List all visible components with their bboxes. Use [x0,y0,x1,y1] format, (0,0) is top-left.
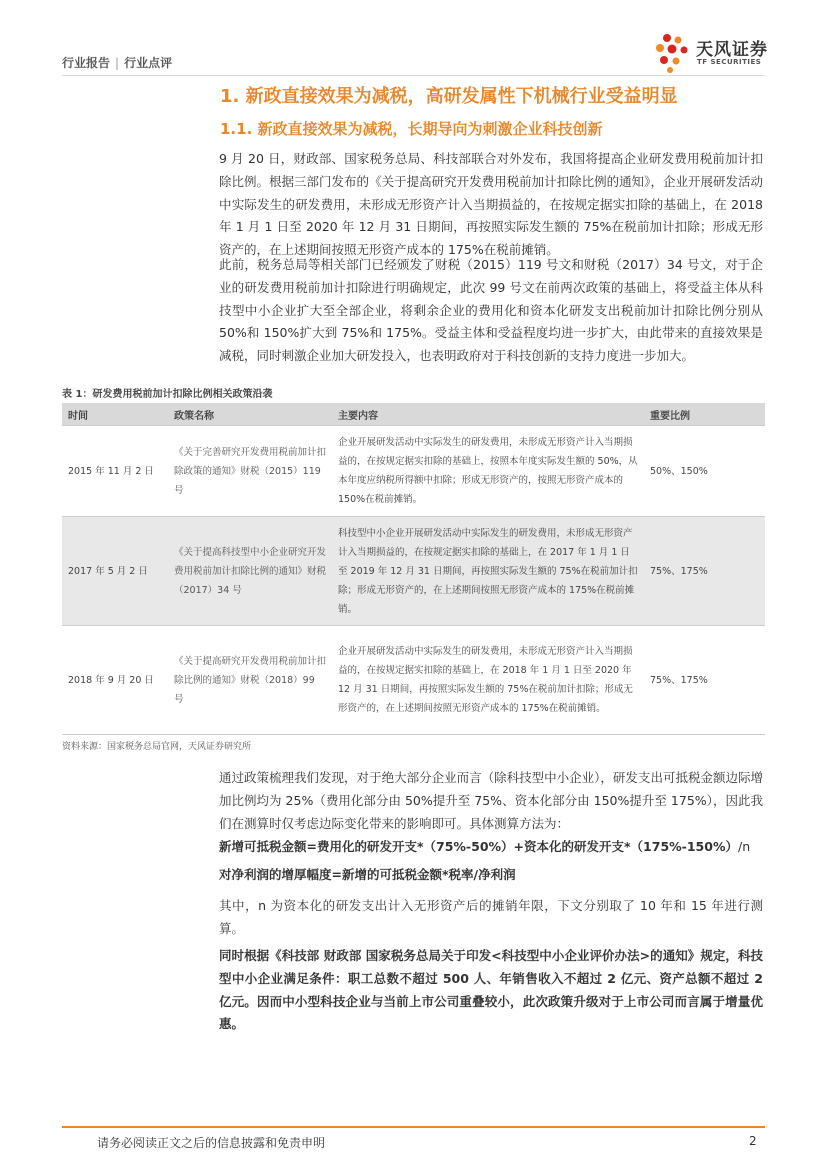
cell-date: 2015 年 11 月 2 日 [68,465,154,477]
table-source: 资料来源：国家税务总局官网，天风证券研究所 [62,742,252,752]
cell-ratio: 50%、150% [650,465,708,477]
policy-table [62,403,765,735]
paragraph-sme-criteria: 同时根据《科技部 财政部 国家税务总局关于印发<科技型中小企业评价办法>的通知》规定，科技型中小企业满足条件：职工总数不超过 500 人、年销售收入不超过 2 亿元、资产总额不超过 2 亿元。因而中小型科技企业与当前上市公司重叠较小，此次政策升级对于上市公司而言属于增量优惠。 [219,948,763,1032]
header-date: 时间 [62,403,168,426]
cell-policy: 《关于提高研究开发费用税前加计扣除比例的通知》财税（2018）99 号 [174,655,327,705]
cell-content: 企业开展研发活动中实际发生的研发费用，未形成无形资产计入当期损益的，在按规定据实扣除的基础上，按照本年度实际发生额的 50%，从本年度应纳税所得额中扣除；形成无形资产的，按照无形资产成本的 150%在税前摊销。 [338,437,638,505]
header-content: 主要内容 [332,403,644,426]
formula-profit-impact: 对净利润的增厚幅度=新增的可抵税金额*税率/净利润 [219,867,516,882]
logo-name-cn: 天风证券 [696,40,768,60]
footer-disclaimer: 请务必阅读正文之后的信息披露和免责申明 [97,1136,326,1150]
paragraph-announcement: 9 月 20 日，财政部、国家税务总局、科技部联合对外发布，我国将提高企业研发费用税前加计扣除比例。根据三部门发布的《关于提高研究开发费用税前加计扣除比例的通知》，企业开展研发活动中实际发生的研发费用，未形成无形资产计入当期损益的，在按规定据实扣除的基础上，在 2018 年 1 月 1 日至 2020 年 12 月 31 日期间，再按照实际发生额的 75%在税前加计扣除；形成无形资产的，在上述期间按照无形资产成本的 175%在税前摊销。 [219,151,763,258]
logo-name-en: TF SECURITIES [697,58,762,66]
page-number: 2 [749,1134,757,1148]
footer-divider [62,1126,765,1128]
report-header [62,54,172,71]
table-row [62,517,765,626]
cell-policy: 《关于完善研究开发费用税前加计扣除政策的通知》财税（2015）119 号 [174,446,327,496]
company-logo [652,30,772,74]
table-caption: 表 1：研发费用税前加计扣除比例相关政策沿袭 [62,389,273,400]
formula-tax-credit [219,837,750,855]
section-heading: 1. 新政直接效果为减税，高研发属性下机械行业受益明显 [220,86,678,107]
cell-policy: 《关于提高科技型中小企业研究开发费用税前加计扣除比例的通知》财税（2017）34 号 [168,517,332,626]
paragraph-background: 此前，税务总局等相关部门已经颁发了财税（2015）119 号文和财税（2017）34 号文，对于企业的研发费用税前加计扣除进行明确规定，此次 99 号文在前两次政策的基础上，将受益主体从科技型中小企业扩大至全部企业，将剩余企业的费用化和资本化研发支出税前加计扣除比例分别从 50%和 150%扩大到 75%和 175%。受益主体和受益程度均进一步扩大，由此带来的直接效果是减税，同时刺激企业加大研发投入，也表明政府对于科技创新的支持力度进一步加大。 [219,257,763,364]
table-row [62,626,765,735]
cell-date: 2017 年 5 月 2 日 [62,517,168,626]
table-row [62,426,765,517]
formula-tax-credit-main: 新增可抵税金额=费用化的研发开支*（75%-50%）+资本化的研发开支*（175%-150%） [219,839,738,854]
cell-content: 企业开展研发活动中实际发生的研发费用，未形成无形资产计入当期损益的，在按规定据实扣除的基础上，在 2018 年 1 月 1 日至 2020 年 12 月 31 日期间，再按照实际发生额的 75%在税前加计扣除；形成无形资产的，在上述期间按照无形资产成本的 175%在税前摊销。 [338,646,633,714]
header-ratio: 重要比例 [644,403,765,426]
cell-content: 科技型中小企业开展研发活动中实际发生的研发费用，未形成无形资产计入当期损益的，在按规定据实扣除的基础上，在 2017 年 1 月 1 日至 2019 年 12 月 31 日期间，再按照实际发生额的 75%在税前加计扣除；形成无形资产的，在上述期间按照无形资产成本的 175%在税前摊销。 [332,517,644,626]
cell-date: 2018 年 9 月 20 日 [68,674,154,686]
cell-ratio: 75%、175% [644,517,765,626]
subsection-heading: 1.1. 新政直接效果为减税，长期导向为刺激企业科技创新 [220,120,603,138]
report-subcategory: 行业点评 [124,56,173,70]
table-header-row [62,403,765,426]
formula-tax-credit-tail: /n [737,839,751,854]
report-category: 行业报告 [62,56,111,70]
paragraph-amortization: 其中，n 为资本化的研发支出计入无形资产后的摊销年限，下文分别取了 10 年和 15 年进行测算。 [219,898,763,936]
logo-flower-icon [652,30,694,74]
paragraph-analysis: 通过政策梳理我们发现，对于绝大部分企业而言（除科技型中小企业），研发支出可抵税金额边际增加比例均为 25%（费用化部分由 50%提升至 75%、资本化部分由 150%提升至 175%），因此我们在测算时仅考虑边际变化带来的影响即可。具体测算方法为： [219,770,763,831]
header-policy: 政策名称 [168,403,332,426]
cell-ratio: 75%、175% [650,674,708,686]
header-divider [62,75,765,76]
header-separator: | [115,56,120,70]
